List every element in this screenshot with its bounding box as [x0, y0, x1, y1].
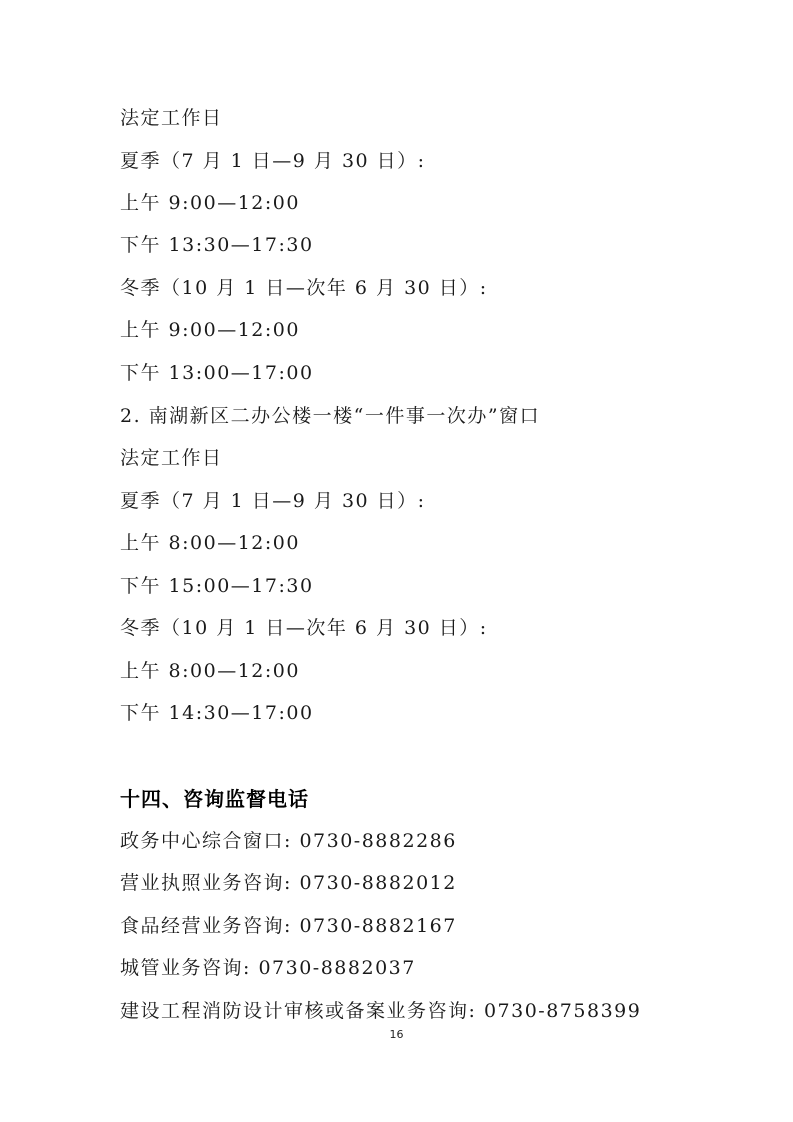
workday-label: 法定工作日 [120, 107, 223, 129]
page-number: 16 [389, 1028, 404, 1041]
winter-afternoon-hours: 下午 13:00—17:00 [120, 362, 314, 384]
winter-period: 冬季（10 月 1 日—次年 6 月 30 日）: [120, 277, 488, 299]
summer-afternoon-hours: 下午 13:30—17:30 [120, 234, 314, 256]
summer-morning-hours: 上午 9:00—12:00 [120, 192, 300, 214]
summer-morning-hours-2: 上午 8:00—12:00 [120, 532, 300, 554]
contact-line: 营业执照业务咨询: 0730-8882012 [120, 872, 457, 894]
contact-line: 建设工程消防设计审核或备案业务咨询: 0730-8758399 [120, 1000, 642, 1022]
summer-period: 夏季（7 月 1 日—9 月 30 日）: [120, 150, 426, 172]
workday-label-2: 法定工作日 [120, 447, 223, 469]
winter-period-2: 冬季（10 月 1 日—次年 6 月 30 日）: [120, 617, 488, 639]
contact-line: 城管业务咨询: 0730-8882037 [120, 957, 416, 979]
contact-heading: 十四、咨询监督电话 [120, 787, 309, 811]
summer-period-2: 夏季（7 月 1 日—9 月 30 日）: [120, 490, 426, 512]
winter-afternoon-hours-2: 下午 14:30—17:00 [120, 702, 314, 724]
contact-line: 政务中心综合窗口: 0730-8882286 [120, 830, 457, 852]
window-location-title: 2. 南湖新区二办公楼一楼“一件事一次办”窗口 [120, 405, 541, 427]
contact-line: 食品经营业务咨询: 0730-8882167 [120, 915, 457, 937]
winter-morning-hours: 上午 9:00—12:00 [120, 319, 300, 341]
summer-afternoon-hours-2: 下午 15:00—17:30 [120, 575, 314, 597]
winter-morning-hours-2: 上午 8:00—12:00 [120, 660, 300, 682]
